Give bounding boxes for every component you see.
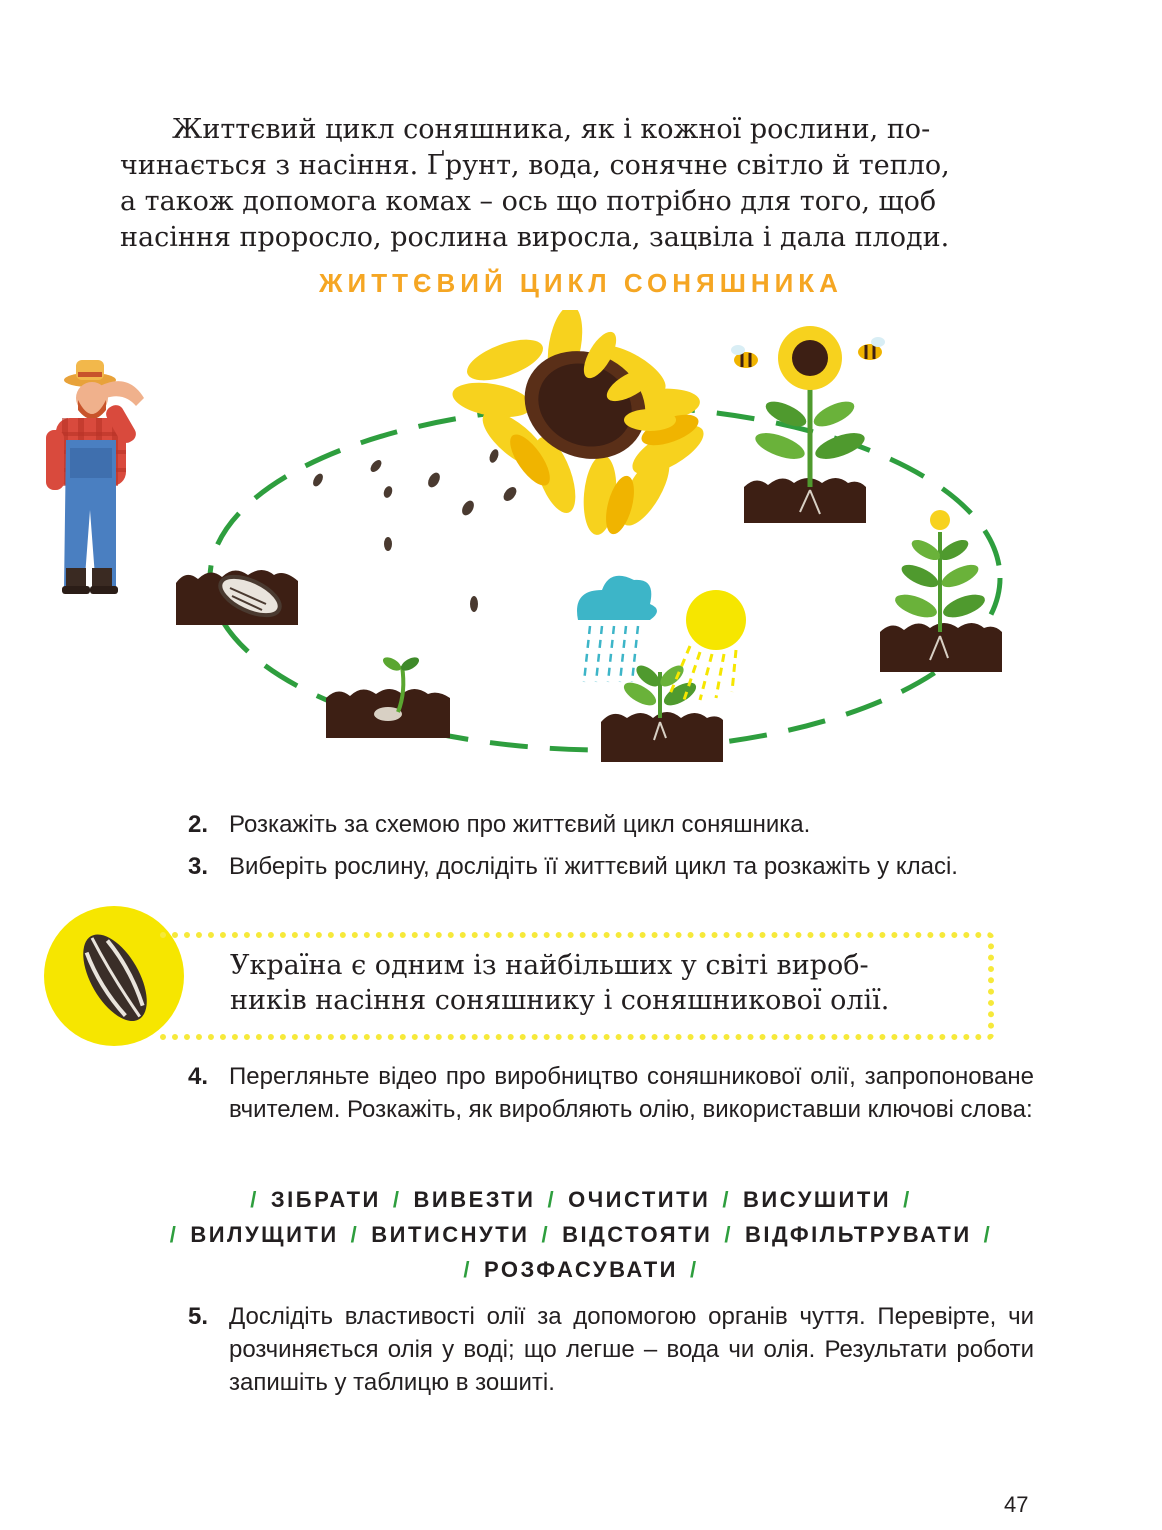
- seed-in-soil: [176, 569, 298, 625]
- task-number: 3.: [188, 853, 209, 880]
- young-plant-in-soil: [601, 662, 723, 762]
- keyword: ВИТИСНУТИ: [371, 1222, 530, 1247]
- task-number: 4.: [188, 1063, 209, 1090]
- task-number: 2.: [188, 811, 209, 838]
- intro-line: а також допомога комах – ось що потрібно для того, щоб: [120, 186, 937, 217]
- fact-line: ників насіння соняшнику і соняшникової олії.: [230, 985, 890, 1016]
- falling-seeds: [311, 448, 519, 612]
- separator: /: [689, 1257, 699, 1282]
- task-text: Розкажіть за схемою про життєвий цикл соняшника.: [229, 811, 811, 838]
- bee-icon: [858, 337, 885, 360]
- fact-line: Україна є одним із найбільших у світі вироб-: [230, 950, 869, 981]
- life-cycle-diagram: [0, 310, 1162, 780]
- flowering-sunflower: [744, 326, 868, 523]
- rain-cloud-icon: [577, 576, 657, 682]
- sprout-in-soil: [326, 655, 450, 738]
- cycle-title: ЖИТТЄВИЙ ЦИКЛ СОНЯШНИКА: [319, 268, 843, 298]
- separator: /: [547, 1187, 557, 1212]
- separator: /: [463, 1257, 473, 1282]
- keywords-line: [0, 1217, 1162, 1252]
- keywords-block: [0, 1182, 1162, 1287]
- page-number: 47: [1004, 1492, 1029, 1517]
- intro-line: чинається з насіння. Ґрунт, вода, сонячне світло й тепло,: [120, 150, 950, 181]
- keyword: ВІДСТОЯТИ: [562, 1222, 713, 1247]
- task-text: Виберіть рослину, дослідіть її життєвий цикл та розкажіть у класі.: [229, 853, 958, 880]
- farmer-figure: [46, 360, 144, 594]
- separator: /: [903, 1187, 912, 1212]
- bee-icon: [731, 345, 758, 368]
- separator: /: [724, 1222, 733, 1247]
- separator: /: [350, 1222, 360, 1247]
- task-list-1: [188, 808, 1034, 883]
- keyword: ОЧИСТИТИ: [568, 1187, 711, 1212]
- keyword: ВИСУШИТИ: [742, 1187, 892, 1212]
- task-item: [188, 1300, 1034, 1399]
- keywords-line: [0, 1182, 1162, 1217]
- separator: /: [250, 1187, 259, 1212]
- keyword: ЗІБРАТИ: [270, 1187, 381, 1212]
- keywords-line: [0, 1252, 1162, 1287]
- budding-plant-in-soil: [880, 510, 1002, 672]
- keyword: ВИВЕЗТИ: [413, 1187, 536, 1212]
- task-number: 5.: [188, 1303, 209, 1330]
- task-item: [188, 808, 1034, 841]
- separator: /: [392, 1187, 402, 1212]
- task-item: [188, 850, 1034, 883]
- separator: /: [722, 1187, 731, 1212]
- keyword: ВИЛУЩИТИ: [190, 1222, 339, 1247]
- sun-icon: [670, 590, 746, 700]
- fact-text: [230, 948, 964, 1018]
- sunflower-head: [450, 310, 711, 537]
- keyword: ВІДФІЛЬТРУВАТИ: [745, 1222, 972, 1247]
- keyword: РОЗФАСУВАТИ: [484, 1257, 678, 1282]
- separator: /: [983, 1222, 993, 1247]
- separator: /: [541, 1222, 551, 1247]
- separator: /: [169, 1222, 179, 1247]
- intro-paragraph: [120, 112, 1034, 256]
- task-text: Дослідіть властивості олії за допомогою органів чуття. Перевірте, чи розчиняється олія у воді; що легше – вода чи олія. Результати роботи запишіть у таблицю в зошиті.: [229, 1303, 1034, 1396]
- intro-line: насіння проросло, рослина виросла, зацвіла і дала плоди.: [120, 222, 950, 253]
- task-text: Перегляньте відео про виробництво соняшникової олії, запропоноване вчителем. Розкажіть, як виробляють олію, використавши ключові слова:: [229, 1063, 1034, 1123]
- task-list-3: [188, 1300, 1034, 1399]
- task-list-2: [188, 1060, 1034, 1126]
- task-item: [188, 1060, 1034, 1126]
- intro-line: Життєвий цикл соняшника, як і кожної рослини, по-: [172, 114, 931, 145]
